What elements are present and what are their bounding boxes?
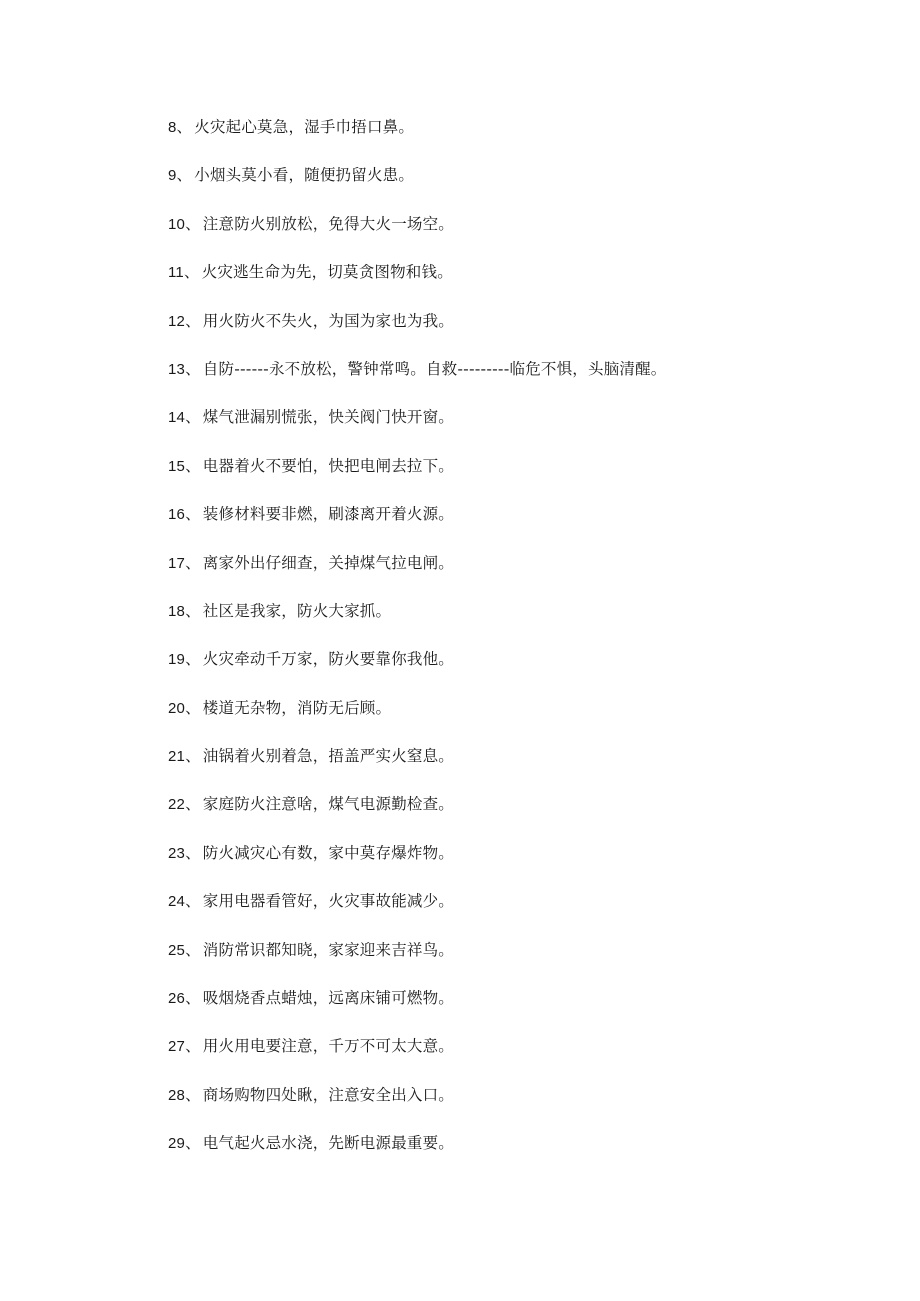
item-number: 21 xyxy=(168,748,186,766)
item-text: 注意防火别放松，免得大火一场空。 xyxy=(202,214,454,233)
list-item xyxy=(168,502,888,550)
item-text: 商场购物四处瞅，注意安全出入口。 xyxy=(202,1085,454,1104)
list-item xyxy=(168,115,888,163)
item-number: 22 xyxy=(168,796,186,814)
list-item xyxy=(168,599,888,647)
item-number: 24 xyxy=(168,893,186,911)
item-number: 17 xyxy=(168,554,186,572)
list-item xyxy=(168,1083,888,1131)
item-separator: 、 xyxy=(185,505,201,524)
item-text: 用火防火不失火，为国为家也为我。 xyxy=(202,311,454,330)
list-item xyxy=(168,792,888,840)
list-item xyxy=(168,1131,888,1179)
item-text: 煤气泄漏别慌张，快关阀门快开窗。 xyxy=(202,408,454,427)
item-number: 18 xyxy=(168,602,186,620)
list-item xyxy=(168,744,888,792)
list-item xyxy=(168,938,888,986)
item-text: 家用电器看管好，火灾事故能减少。 xyxy=(202,892,454,911)
item-text: 防火减灾心有数，家中莫存爆炸物。 xyxy=(202,843,454,862)
item-text: 楼道无杂物，消防无后顾。 xyxy=(202,698,392,717)
item-separator: 、 xyxy=(176,166,193,185)
item-separator: 、 xyxy=(185,892,201,911)
list-item xyxy=(168,163,888,211)
item-number: 11 xyxy=(168,264,184,282)
item-text: 吸烟烧香点蜡烛，远离床铺可燃物。 xyxy=(202,989,454,1008)
item-text: 油锅着火别着急，捂盖严实火窒息。 xyxy=(202,747,454,766)
item-number: 29 xyxy=(168,1135,186,1153)
item-text: 火灾逃生命为先，切莫贪图物和钱。 xyxy=(201,263,453,282)
item-separator: 、 xyxy=(185,795,201,814)
item-separator: 、 xyxy=(183,263,200,282)
item-text: 火灾牵动千万家，防火要靠你我他。 xyxy=(202,650,454,669)
item-separator: 、 xyxy=(176,118,193,136)
item-text: 电气起火忌水浇，先断电源最重要。 xyxy=(202,1134,454,1153)
list-item xyxy=(168,551,888,599)
item-number: 28 xyxy=(168,1086,186,1104)
list-item xyxy=(168,889,888,937)
item-number: 12 xyxy=(168,312,186,330)
item-number: 8 xyxy=(168,119,177,136)
item-number: 10 xyxy=(168,215,186,233)
list-item xyxy=(168,986,888,1034)
item-separator: 、 xyxy=(185,408,201,427)
item-separator: 、 xyxy=(185,698,201,717)
item-text: 电器着火不要怕，快把电闸去拉下。 xyxy=(202,456,454,475)
item-number: 15 xyxy=(168,457,186,475)
item-separator: 、 xyxy=(185,1085,201,1104)
item-separator: 、 xyxy=(185,456,201,475)
list-item xyxy=(168,841,888,889)
item-separator: 、 xyxy=(185,650,201,669)
list-item xyxy=(168,696,888,744)
item-separator: 、 xyxy=(185,747,201,766)
list-item xyxy=(168,405,888,453)
item-separator: 、 xyxy=(185,601,201,620)
item-separator: 、 xyxy=(185,311,201,330)
item-separator: 、 xyxy=(185,359,201,378)
item-text: 消防常识都知晓，家家迎来吉祥鸟。 xyxy=(202,940,454,959)
item-number: 25 xyxy=(168,941,186,959)
list-item xyxy=(168,1034,888,1082)
item-separator: 、 xyxy=(185,1037,201,1056)
item-text: 社区是我家，防火大家抓。 xyxy=(202,601,392,620)
item-separator: 、 xyxy=(185,989,201,1008)
item-text: 家庭防火注意啥，煤气电源勤检查。 xyxy=(202,795,454,814)
item-number: 23 xyxy=(168,844,186,862)
item-text: 火灾起心莫急，湿手巾捂口鼻。 xyxy=(194,118,415,136)
item-text: 用火用电要注意，千万不可太大意。 xyxy=(202,1037,454,1056)
list-item xyxy=(168,454,888,502)
list-item xyxy=(168,357,888,405)
item-text: 离家外出仔细查，关掉煤气拉电闸。 xyxy=(202,553,454,572)
item-separator: 、 xyxy=(185,214,201,233)
item-separator: 、 xyxy=(185,553,201,572)
item-number: 20 xyxy=(168,699,186,717)
item-separator: 、 xyxy=(185,843,201,862)
list-item xyxy=(168,647,888,695)
item-number: 27 xyxy=(168,1038,186,1056)
list-item xyxy=(168,309,888,357)
item-separator: 、 xyxy=(185,1134,201,1153)
item-separator: 、 xyxy=(185,940,201,959)
item-text: 自防------永不放松，警钟常鸣。自救---------临危不惧，头脑清醒。 xyxy=(202,359,667,378)
item-number: 9 xyxy=(168,167,177,185)
item-number: 16 xyxy=(168,506,186,524)
list-item xyxy=(168,212,888,260)
list-item xyxy=(168,260,888,308)
item-number: 14 xyxy=(168,409,186,427)
item-number: 13 xyxy=(168,360,186,378)
item-number: 19 xyxy=(168,651,186,669)
item-number: 26 xyxy=(168,990,186,1008)
item-text: 小烟头莫小看，随便扔留火患。 xyxy=(194,166,415,185)
item-text: 装修材料要非燃，刷漆离开着火源。 xyxy=(202,505,454,524)
slogan-list xyxy=(168,115,888,1180)
